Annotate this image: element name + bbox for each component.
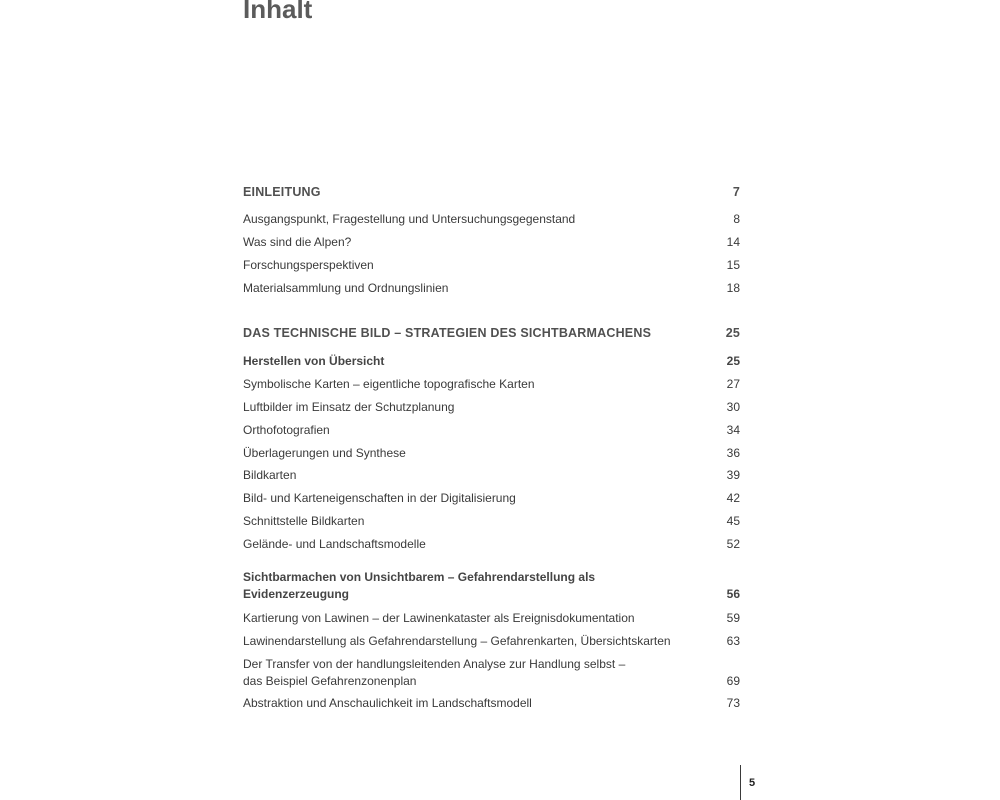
toc-page-number: 18 [726, 281, 740, 295]
toc-entry[interactable] [243, 536, 740, 553]
toc-page-number: 15 [726, 258, 740, 272]
toc-entry-title: Lawinendarstellung als Gefahrendarstellung – Gefahrenkarten, Übersichtskarten [243, 634, 671, 648]
toc-entry[interactable] [243, 610, 740, 627]
toc-page-number: 25 [726, 354, 740, 368]
toc-entry-title: Herstellen von Übersicht [243, 354, 385, 368]
toc-entry-title-line: Sichtbarmachen von Unsichtbarem – Gefahrendarstellung als [243, 570, 596, 584]
toc-entry-title: Überlagerungen und Synthese [243, 446, 406, 460]
toc-entry-title: Kartierung von Lawinen – der Lawinenkataster als Ereignisdokumentation [243, 611, 635, 625]
toc-chapter-technische-bild[interactable] [243, 325, 740, 342]
toc-entry-title: DAS TECHNISCHE BILD – STRATEGIEN DES SICHTBARMACHENS [243, 326, 652, 340]
toc-page-number: 59 [726, 611, 740, 625]
toc-page-number: 8 [733, 212, 740, 226]
toc-entry[interactable] [243, 467, 740, 484]
toc-page-number: 45 [726, 514, 740, 528]
toc-entry-title: Forschungsperspektiven [243, 258, 374, 272]
toc-page-number: 7 [732, 185, 740, 199]
toc-page-number: 30 [726, 400, 740, 414]
toc-entry-title: Abstraktion und Anschaulichkeit im Landschaftsmodell [243, 696, 532, 710]
toc-entry[interactable] [243, 376, 740, 393]
toc-entry[interactable] [243, 422, 740, 439]
folio-divider [740, 765, 741, 800]
toc-entry[interactable] [243, 399, 740, 416]
toc-page-number: 39 [726, 468, 740, 482]
toc-page-number: 56 [726, 587, 740, 601]
toc-entry-title: Ausgangspunkt, Fragestellung und Untersuchungsgegenstand [243, 212, 576, 226]
toc-entry-title-line: Evidenzerzeugung [243, 587, 350, 601]
toc-entry-title: EINLEITUNG [243, 185, 321, 199]
toc-entry[interactable] [243, 490, 740, 507]
page-title: Inhalt [243, 0, 313, 24]
toc-chapter-einleitung[interactable] [243, 184, 740, 201]
toc-entry-title: Symbolische Karten – eigentliche topografische Karten [243, 377, 535, 391]
toc-entry-title: Gelände- und Landschaftsmodelle [243, 537, 426, 551]
toc-entry-title: Orthofotografien [243, 423, 330, 437]
toc-entry-title: Schnittstelle Bildkarten [243, 514, 365, 528]
toc-entry-title: Bildkarten [243, 468, 297, 482]
toc-entry-title [243, 569, 595, 603]
toc-entry-title-line: das Beispiel Gefahrenzonenplan [243, 674, 417, 688]
toc-page-number: 73 [726, 696, 740, 710]
toc-page-number: 42 [726, 491, 740, 505]
toc-entry[interactable] [243, 280, 740, 297]
toc-section[interactable] [243, 353, 740, 370]
toc-entry[interactable] [243, 445, 740, 462]
toc-entry[interactable] [243, 633, 740, 650]
toc-entry[interactable] [243, 656, 740, 690]
toc-page-number: 52 [726, 537, 740, 551]
toc-page-number: 14 [726, 235, 740, 249]
toc-entry[interactable] [243, 695, 740, 712]
toc-entry[interactable] [243, 257, 740, 274]
toc-page-number: 63 [726, 634, 740, 648]
toc-entry[interactable] [243, 234, 740, 251]
toc-page-number: 25 [725, 326, 740, 340]
toc-page-number: 34 [726, 423, 740, 437]
toc-entry-title-line: Der Transfer von der handlungsleitenden Analyse zur Handlung selbst – [243, 657, 626, 671]
toc-entry[interactable] [243, 513, 740, 530]
toc-page-number: 69 [726, 674, 740, 688]
toc-entry-title: Bild- und Karteneigenschaften in der Digitalisierung [243, 491, 516, 505]
toc-entry[interactable] [243, 211, 740, 228]
toc-entry-title: Luftbilder im Einsatz der Schutzplanung [243, 400, 455, 414]
toc-entry-title: Materialsammlung und Ordnungslinien [243, 281, 449, 295]
toc-entry-title: Was sind die Alpen? [243, 235, 352, 249]
toc-section[interactable] [243, 569, 740, 603]
toc-page-number: 27 [726, 377, 740, 391]
page-number: 5 [749, 777, 756, 789]
toc-page-number: 36 [726, 446, 740, 460]
toc-entry-title [243, 656, 625, 690]
